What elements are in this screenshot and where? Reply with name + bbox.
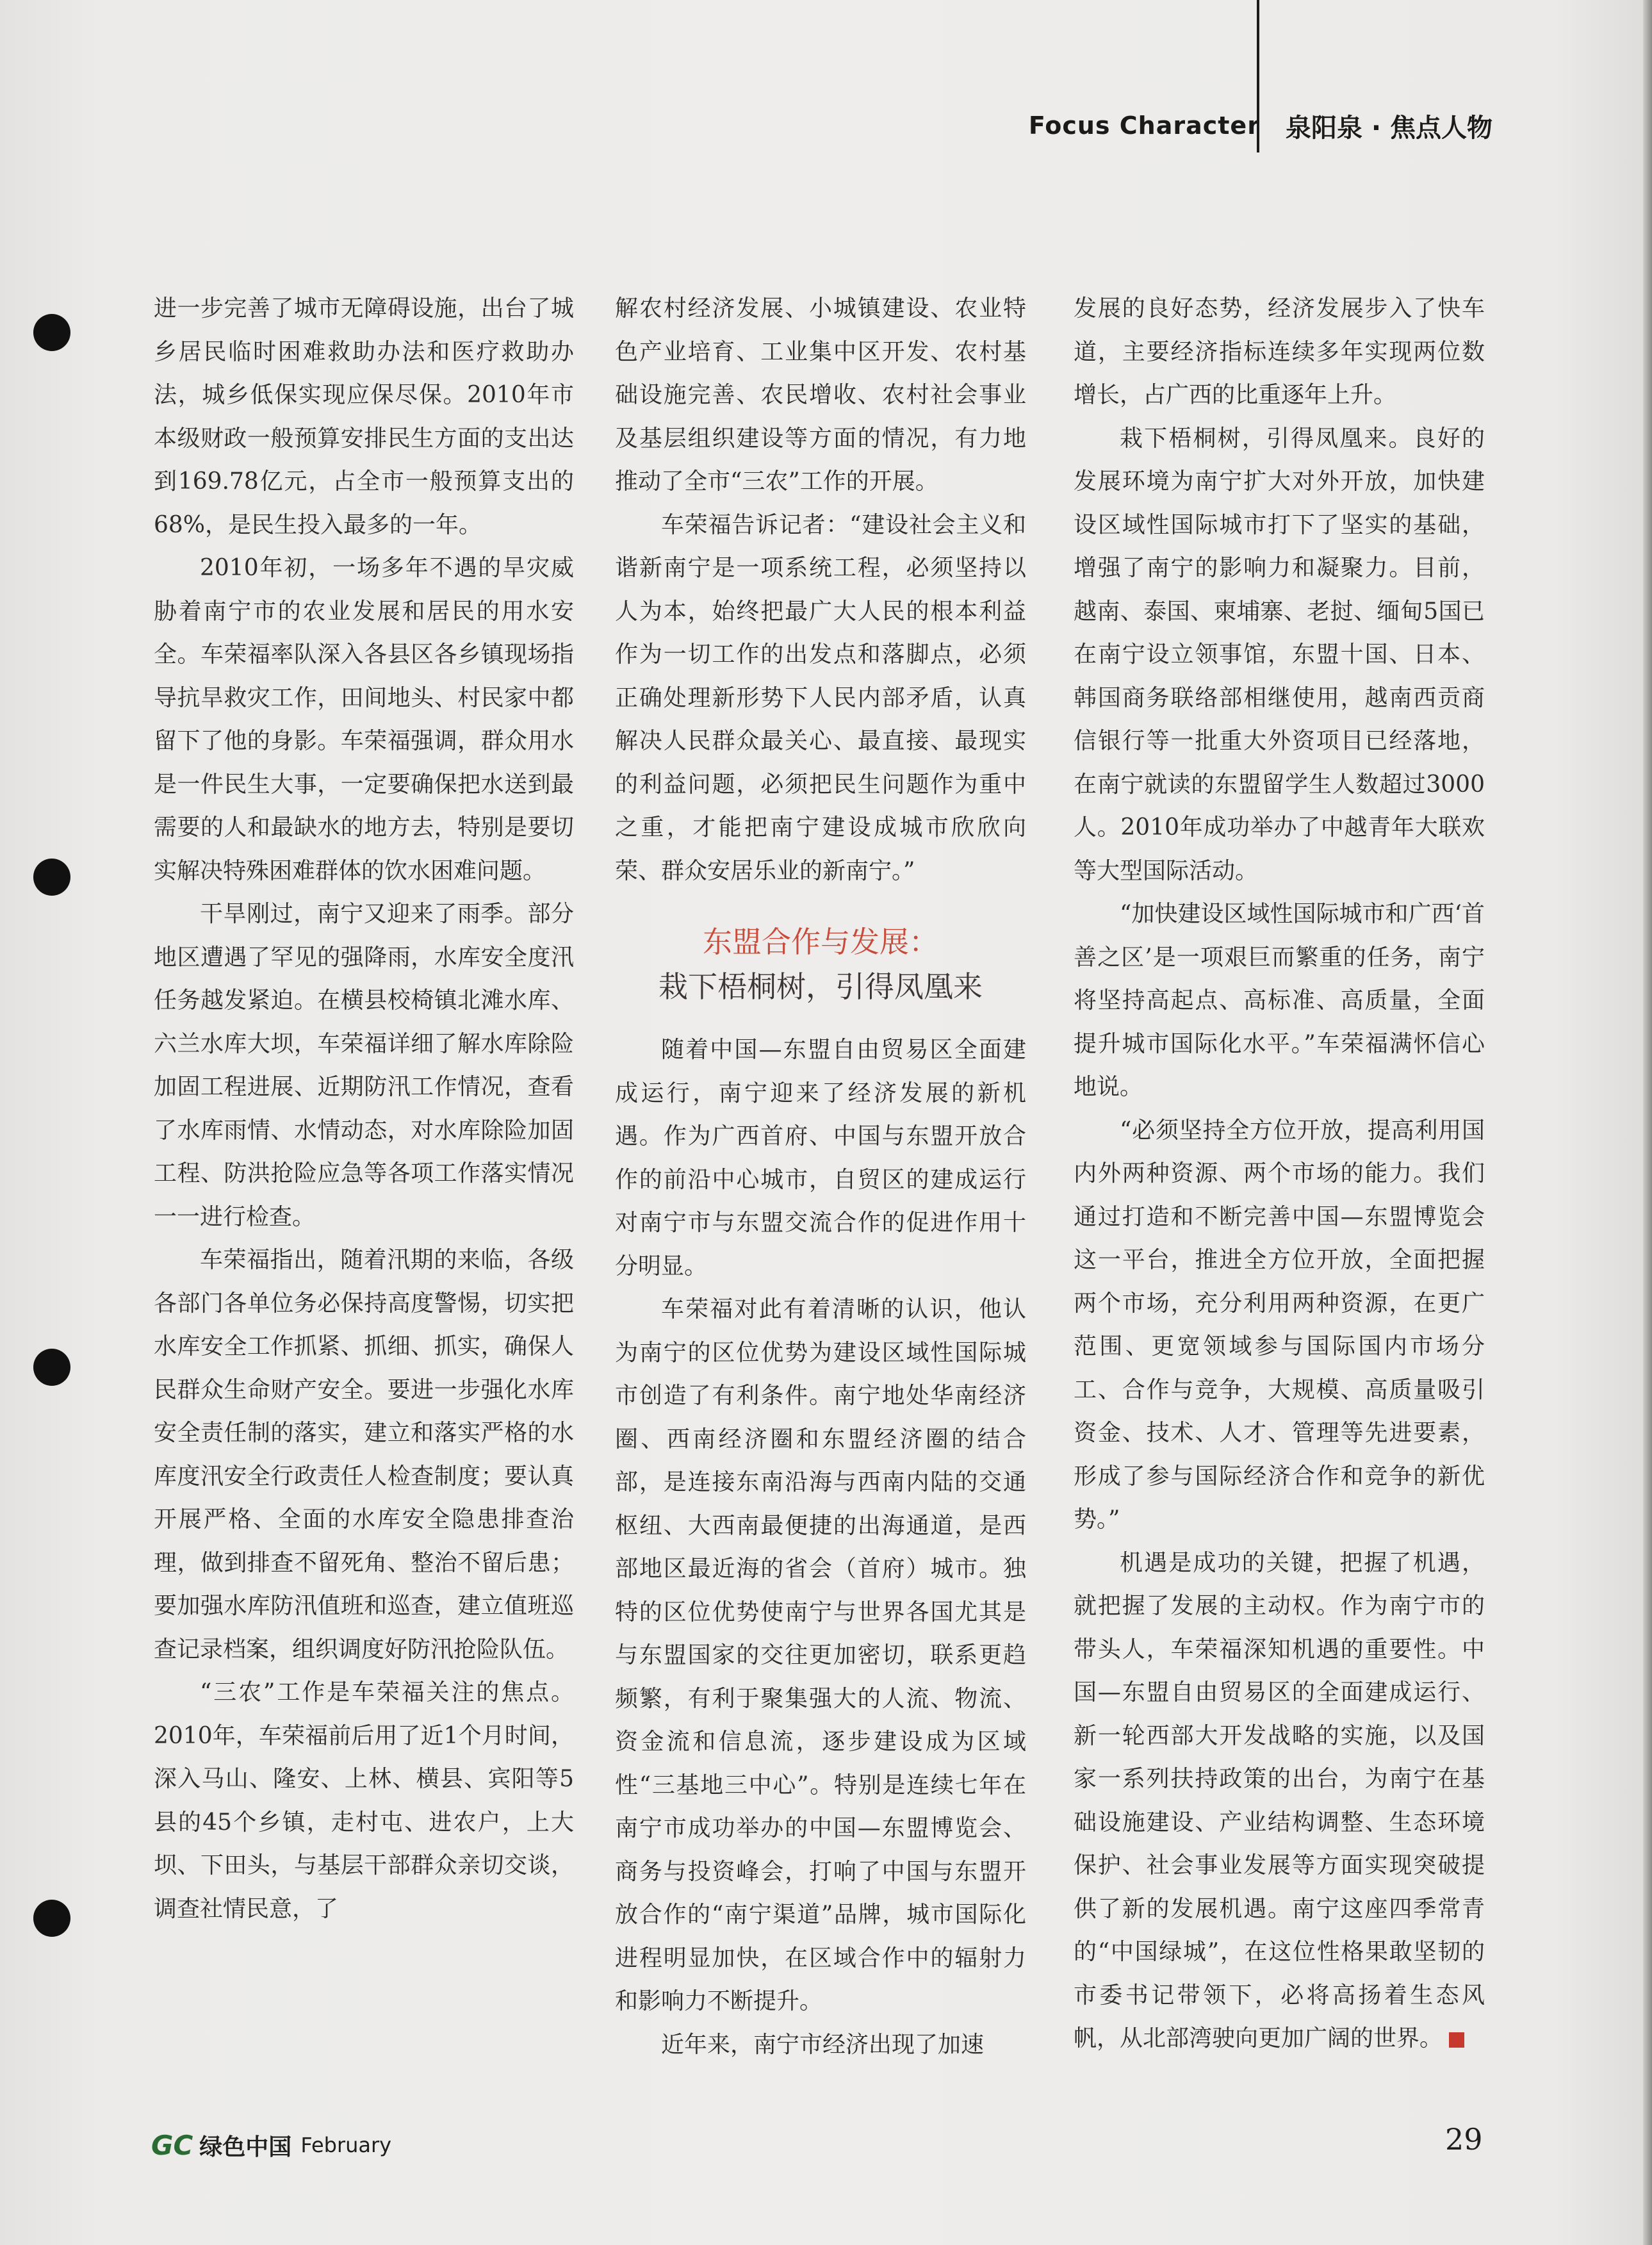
paragraph xyxy=(615,1288,1026,2023)
paragraph-text: “三农”工作是车荣福关注的焦点。2010年，车荣福前后用了近1个月时间，深入马山、隆安、上林、横县、宾阳等5县的45个乡镇，走村屯、进农户，上大坝、下田头，与基层干部群众亲切交谈，调查社情民意，了 xyxy=(154,1679,574,1922)
paragraph-text: 解农村经济发展、小城镇建设、农业特色产业培育、工业集中区开发、农村基础设施完善、农民增收、农村社会事业及基层组织建设等方面的情况，有力地推动了全市“三农”工作的开展。 xyxy=(615,295,1026,495)
subheading-line-2: 栽下梧桐树，引得凤凰来 xyxy=(658,969,983,1004)
paragraph-text: 2010年初，一场多年不遇的旱灾威胁着南宁市的农业发展和居民的用水安全。车荣福率队深入各县区各乡镇现场指导抗旱救灾工作，田间地头、村民家中都留下了他的身影。车荣福强调，群众用水是一件民生大事，一定要确保把水送到最需要的人和最缺水的地方去，特别是要切实解决特殊困难群体的饮水困难问题。 xyxy=(154,555,574,884)
column-2-bottom xyxy=(615,1028,1026,2066)
section-subheading xyxy=(615,919,1026,1009)
page-edge-shadow xyxy=(1643,0,1652,2245)
paragraph xyxy=(1074,1542,1485,2060)
punch-hole xyxy=(33,314,70,351)
magazine-logo: GC xyxy=(151,2129,193,2161)
running-header xyxy=(1018,108,1493,144)
magazine-name: 绿色中国 xyxy=(199,2134,292,2160)
paragraph-text: 车荣福对此有着清晰的认识，他认为南宁的区位优势为建设区域性国际城市创造了有利条件。南宁地处华南经济圈、西南经济圈和东盟经济圈的结合部，是连接东南沿海与西南内陆的交通枢纽、大西南最便捷的出海通道，是西部地区最近海的省会（首府）城市。独特的区位优势使南宁与世界各国尤其是与东盟国家的交往更加密切，联系更趋频繁，有利于聚集强大的人流、物流、资金流和信息流，逐步建设成为区域性“三基地三中心”。特别是连续七年在南宁市成功举办的中国—东盟博览会、商务与投资峰会，打响了中国与东盟开放合作的“南宁渠道”品牌，城市国际化进程明显加快，在区域合作中的辐射力和影响力不断提升。 xyxy=(615,1296,1026,2014)
page-number: 29 xyxy=(1445,2122,1483,2157)
paragraph xyxy=(154,892,574,1238)
paragraph xyxy=(615,2023,1026,2067)
paragraph xyxy=(154,287,574,547)
paragraph-text: 栽下梧桐树，引得凤凰来。良好的发展环境为南宁扩大对外开放，加快建设区域性国际城市打下了坚实的基础，增强了南宁的影响力和凝聚力。目前，越南、泰国、柬埔寨、老挝、缅甸5国已在南宁设立领事馆，东盟十国、日本、韩国商务联络部相继使用，越南西贡商信银行等一批重大外资项目已经落地，在南宁就读的东盟留学生人数超过3000人。2010年成功举办了中越青年大联欢等大型国际活动。 xyxy=(1074,425,1485,884)
header-section-en: Focus Character xyxy=(1028,111,1260,140)
text-column-1 xyxy=(154,287,574,1930)
paragraph xyxy=(154,1238,574,1671)
issue-month: February xyxy=(300,2133,392,2157)
footer-masthead xyxy=(151,2126,391,2164)
paragraph-text: 车荣福指出，随着汛期的来临，各级各部门各单位务必保持高度警惕，切实把水库安全工作抓紧、抓细、抓实，确保人民群众生命财产安全。要进一步强化水库安全责任制的落实，建立和落实严格的水库度汛安全行政责任人检查制度；要认真开展严格、全面的水库安全隐患排查治理，做到排查不留死角、整治不留后患；要加强水库防汛值班和巡查，建立值班巡查记录档案，组织调度好防汛抢险队伍。 xyxy=(154,1247,574,1663)
paragraph-text: 发展的良好态势，经济发展步入了快车道，主要经济指标连续多年实现两位数增长，占广西的比重逐年上升。 xyxy=(1074,295,1485,408)
paragraph-text: 进一步完善了城市无障碍设施，出台了城乡居民临时困难救助办法和医疗救助办法，城乡低保实现应保尽保。2010年市本级财政一般预算安排民生方面的支出达到169.78亿元，占全市一般预算支出的68%，是民生投入最多的一年。 xyxy=(154,295,574,538)
paragraph xyxy=(154,547,574,892)
text-column-3 xyxy=(1074,287,1485,2060)
paragraph-text: 机遇是成功的关键，把握了机遇，就把握了发展的主动权。作为南宁市的带头人，车荣福深知机遇的重要性。中国—东盟自由贸易区的全面建成运行、新一轮西部大开发战略的实施，以及国家一系列扶持政策的出台，为南宁在基础设施建设、产业结构调整、生态环境保护、社会事业发展等方面实现突破提供了新的发展机遇。南宁这座四季常青的“中国绿城”，在这位性格果敢坚韧的市委书记带领下，必将高扬着生态风帆，从北部湾驶向更加广阔的世界。 xyxy=(1074,1549,1485,2052)
paragraph xyxy=(1074,287,1485,417)
text-column-2 xyxy=(615,287,1026,2066)
punch-hole xyxy=(33,859,70,896)
column-2-top xyxy=(615,287,1026,892)
paragraph xyxy=(615,287,1026,504)
paragraph xyxy=(1074,1109,1485,1542)
paragraph xyxy=(1074,892,1485,1109)
paragraph-text: “加快建设区域性国际城市和广西‘首善之区’是一项艰巨而繁重的任务，南宁将坚持高起点、高标准、高质量，全面提升城市国际化水平。”车荣福满怀信心地说。 xyxy=(1074,901,1485,1100)
subheading-line-1: 东盟合作与发展： xyxy=(703,925,938,959)
paragraph-text: 干旱刚过，南宁又迎来了雨季。部分地区遭遇了罕见的强降雨，水库安全度汛任务越发紧迫。在横县校椅镇北滩水库、六兰水库大坝，车荣福详细了解水库除险加固工程进展、近期防汛工作情况，查看了水库雨情、水情动态，对水库除险加固工程、防洪抢险应急等各项工作落实情况一一进行检查。 xyxy=(154,901,574,1230)
paragraph xyxy=(615,504,1026,893)
header-section-zh: 泉阳泉 · 焦点人物 xyxy=(1285,113,1493,143)
paragraph xyxy=(1074,417,1485,893)
paragraph-text: “必须坚持全方位开放，提高利用国内外两种资源、两个市场的能力。我们通过打造和不断完善中国—东盟博览会这一平台，推进全方位开放，全面把握两个市场，充分利用两种资源，在更广范围、更宽领域参与国际国内市场分工、合作与竞争，大规模、高质量吸引资金、技术、人才、管理等先进要素，形成了参与国际经济合作和竞争的新优势。” xyxy=(1074,1117,1485,1533)
punch-hole xyxy=(33,1349,70,1386)
end-of-article-mark xyxy=(1449,2032,1464,2048)
paragraph-text: 随着中国—东盟自由贸易区全面建成运行，南宁迎来了经济发展的新机遇。作为广西首府、中国与东盟开放合作的前沿中心城市，自贸区的建成运行对南宁市与东盟交流合作的促进作用十分明显。 xyxy=(615,1037,1026,1279)
punch-hole xyxy=(33,1900,70,1937)
paragraph-text: 车荣福告诉记者：“建设社会主义和谐新南宁是一项系统工程，必须坚持以人为本，始终把最广大人民的根本利益作为一切工作的出发点和落脚点，必须正确处理新形势下人民内部矛盾，认真解决人民群众最关心、最直接、最现实的利益问题，必须把民生问题作为重中之重，才能把南宁建设成城市欣欣向荣、群众安居乐业的新南宁。” xyxy=(615,511,1026,884)
paragraph xyxy=(615,1028,1026,1288)
paragraph-text: 近年来，南宁市经济出现了加速 xyxy=(661,2031,985,2058)
paragraph xyxy=(154,1671,574,1930)
